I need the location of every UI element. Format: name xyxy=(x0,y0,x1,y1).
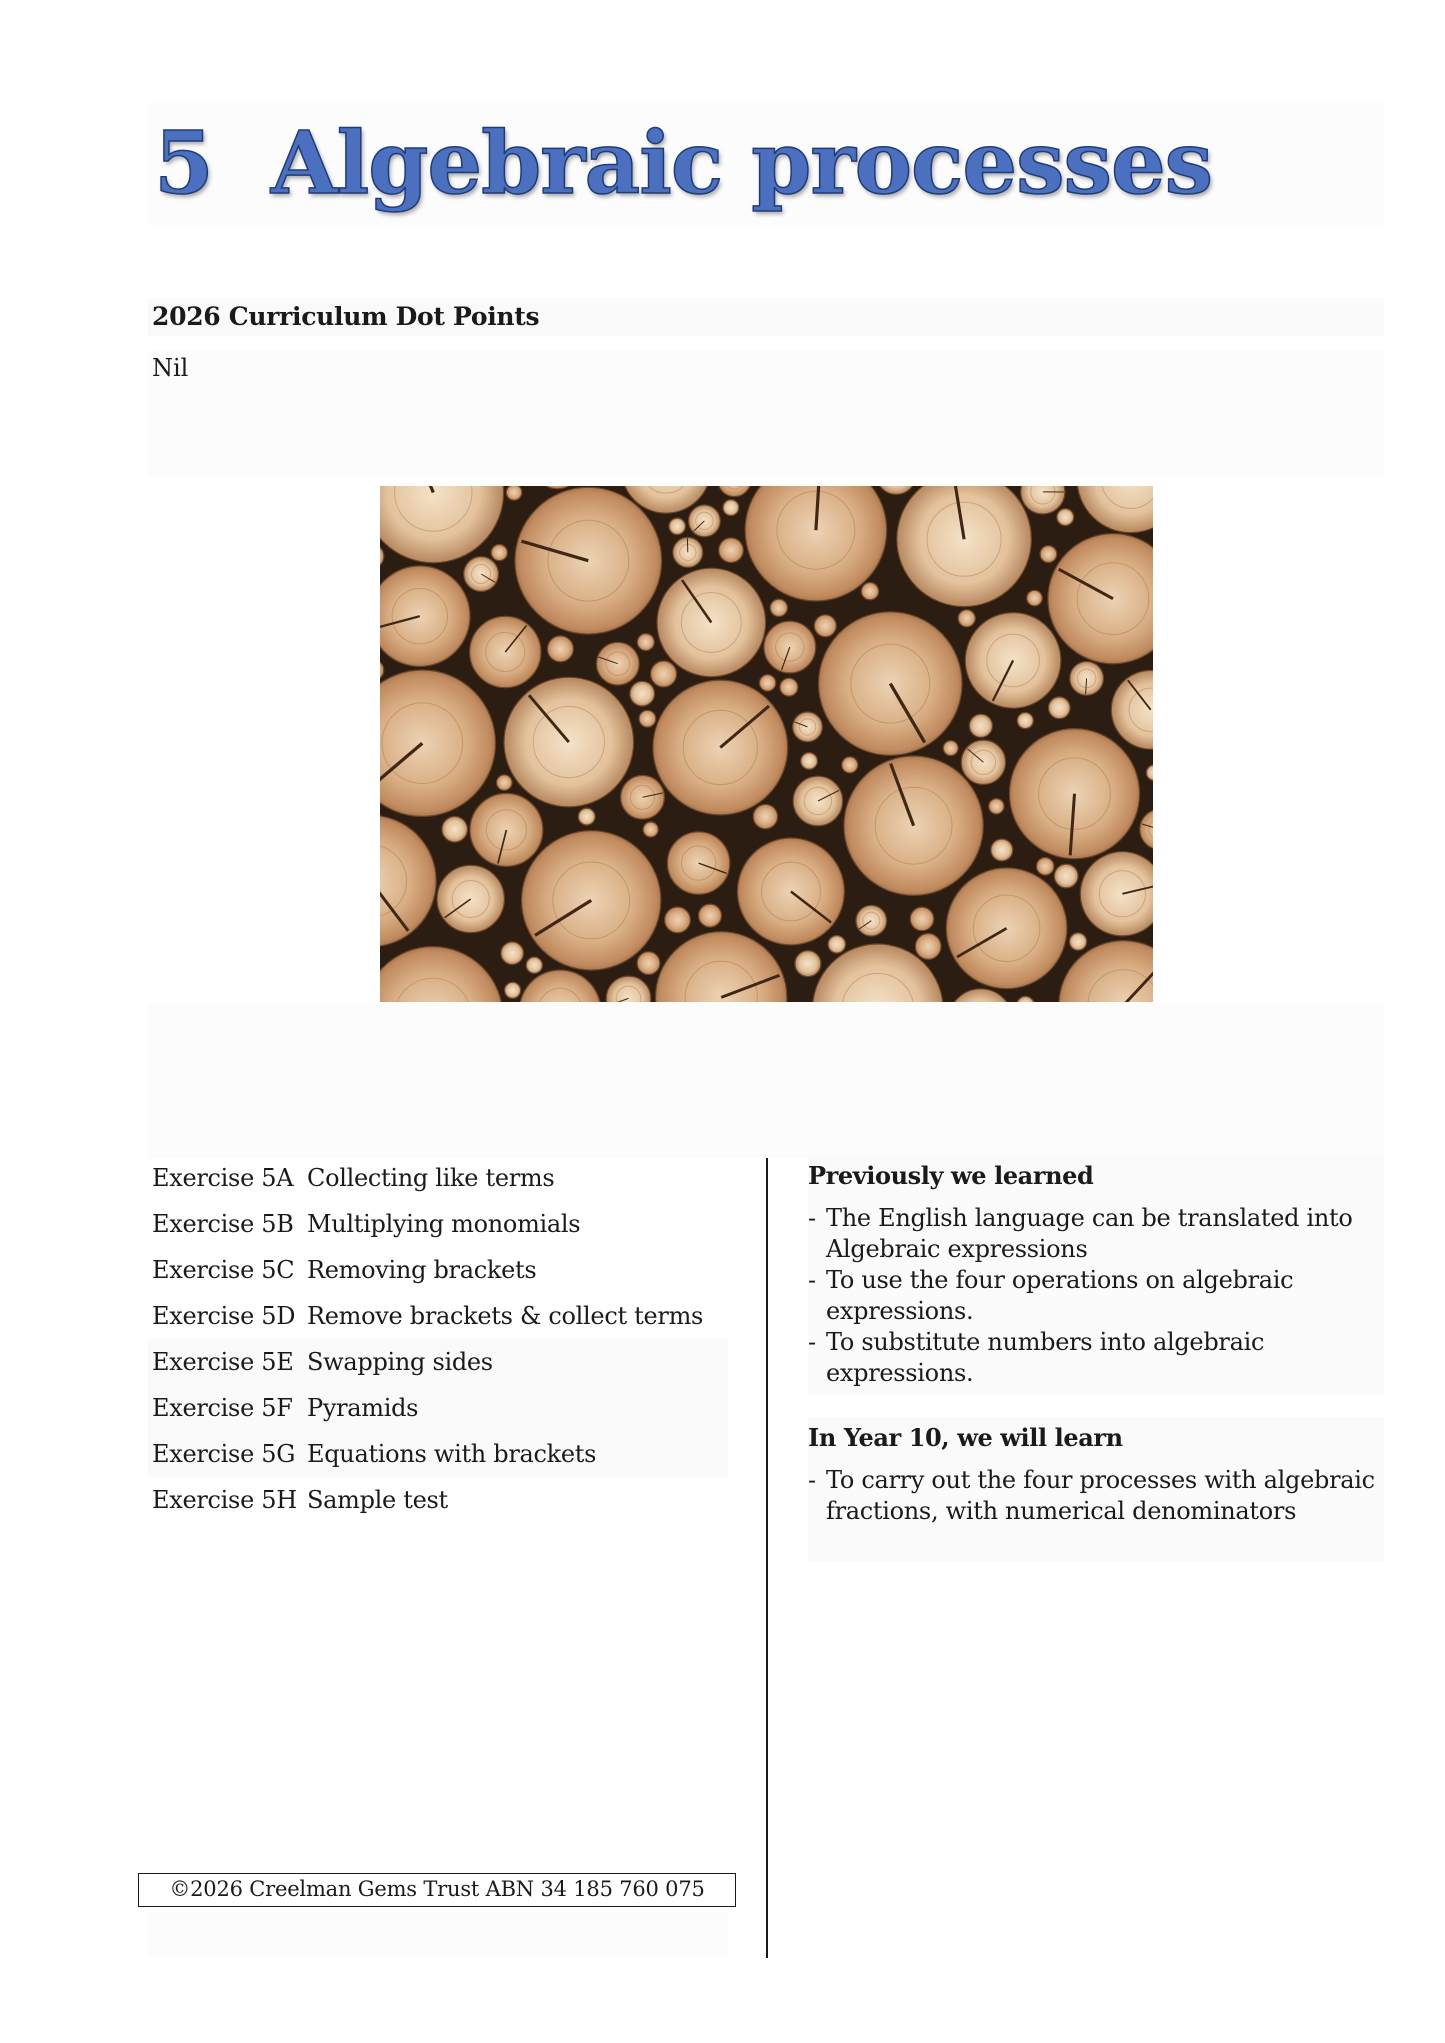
log-end xyxy=(665,907,691,933)
log-end xyxy=(801,753,818,770)
log-end xyxy=(501,942,524,965)
log-end xyxy=(753,804,777,828)
exercise-code: Exercise 5E xyxy=(152,1348,294,1376)
log-end xyxy=(1054,864,1078,888)
log-end xyxy=(699,904,722,927)
log-end xyxy=(504,677,634,807)
log-end xyxy=(943,741,958,756)
list-item: - The English language can be translated into Algebraic expressions xyxy=(808,1203,1384,1265)
log-end xyxy=(621,775,665,819)
year10-list xyxy=(808,1459,1384,1561)
log-end xyxy=(547,636,573,662)
log-end xyxy=(491,545,507,561)
exercise-row[interactable] xyxy=(148,1477,728,1523)
list-item: - To use the four operations on algebraic expressions. xyxy=(808,1265,1384,1327)
log-end xyxy=(639,710,656,727)
exercise-row[interactable] xyxy=(148,1155,728,1201)
log-end xyxy=(497,775,513,791)
log-end xyxy=(814,615,836,637)
logs-illustration xyxy=(380,486,1153,1002)
exercise-code: Exercise 5H xyxy=(152,1486,297,1514)
log-end xyxy=(1009,729,1139,859)
exercise-row[interactable] xyxy=(148,1201,728,1247)
log-end xyxy=(1070,662,1104,696)
log-end xyxy=(861,583,878,600)
exercise-code: Exercise 5G xyxy=(152,1440,296,1468)
exercise-code: Exercise 5C xyxy=(152,1256,295,1284)
log-end xyxy=(515,487,662,634)
log-end xyxy=(828,936,846,954)
log-end xyxy=(437,865,504,932)
log-end xyxy=(1057,509,1074,526)
list-item: - To carry out the four processes with algebraic fractions, with numerical denominators xyxy=(808,1465,1384,1527)
log-end xyxy=(795,951,821,977)
exercise-title: Removing brackets xyxy=(307,1256,537,1284)
log-end xyxy=(910,907,934,931)
log-end xyxy=(637,952,660,975)
log-end xyxy=(856,905,887,936)
log-end xyxy=(780,678,798,696)
log-end xyxy=(1040,546,1057,563)
curriculum-body-text: Nil xyxy=(152,354,189,382)
log-end xyxy=(764,621,816,673)
logs-photo xyxy=(380,486,1153,1002)
curriculum-heading: 2026 Curriculum Dot Points xyxy=(148,298,1384,336)
log-end xyxy=(470,616,541,687)
log-end xyxy=(915,934,941,960)
log-end xyxy=(651,661,677,687)
log-end xyxy=(719,538,744,563)
log-end xyxy=(1048,697,1070,719)
log-end xyxy=(737,838,844,945)
log-end xyxy=(842,757,858,773)
log-end xyxy=(819,612,963,756)
log-end xyxy=(464,557,499,592)
log-end xyxy=(505,982,521,998)
log-end xyxy=(844,756,983,895)
log-end xyxy=(1036,858,1054,876)
log-end xyxy=(946,868,1067,989)
log-end xyxy=(673,537,703,567)
chapter-title xyxy=(148,103,1384,225)
column-divider xyxy=(766,1158,768,1958)
learning-summary xyxy=(808,1155,1384,1561)
log-end xyxy=(657,568,766,677)
exercise-row[interactable] xyxy=(148,1293,728,1339)
log-end xyxy=(630,681,655,706)
log-end xyxy=(526,957,542,973)
chapter-number: 5 xyxy=(154,113,213,214)
log-end xyxy=(770,599,787,616)
log-end xyxy=(667,832,730,895)
log-end xyxy=(442,817,468,843)
log-end xyxy=(1069,933,1086,950)
exercise-row[interactable] xyxy=(148,1385,728,1431)
exercise-title: Collecting like terms xyxy=(307,1164,555,1192)
log-end xyxy=(689,505,721,537)
log-end xyxy=(506,486,522,500)
log-end xyxy=(793,712,823,742)
exercise-code: Exercise 5F xyxy=(152,1394,293,1422)
log-end xyxy=(965,613,1061,709)
exercise-title: Swapping sides xyxy=(307,1348,493,1376)
log-end xyxy=(961,740,1005,784)
log-end xyxy=(991,839,1013,861)
previously-list xyxy=(808,1197,1384,1395)
footer-shade xyxy=(148,1912,728,1957)
exercise-code: Exercise 5D xyxy=(152,1302,296,1330)
log-end xyxy=(653,680,788,815)
exercise-code: Exercise 5A xyxy=(152,1164,294,1192)
blank-area xyxy=(148,1003,1384,1158)
exercise-title: Pyramids xyxy=(307,1394,419,1422)
log-end xyxy=(643,822,658,837)
log-end xyxy=(958,610,975,627)
copyright-footer: ©2026 Creelman Gems Trust ABN 34 185 760 075 xyxy=(138,1873,736,1907)
log-end xyxy=(637,634,654,651)
previously-heading: Previously we learned xyxy=(808,1155,1384,1197)
exercise-code: Exercise 5B xyxy=(152,1210,294,1238)
exercise-title: Sample test xyxy=(307,1486,448,1514)
log-end xyxy=(1017,713,1033,729)
exercise-row[interactable] xyxy=(148,1247,728,1293)
exercise-list xyxy=(148,1155,728,1523)
log-end xyxy=(578,808,595,825)
log-end xyxy=(470,793,543,866)
exercise-title: Remove brackets & collect terms xyxy=(307,1302,704,1330)
curriculum-body xyxy=(148,350,1384,476)
year10-heading: In Year 10, we will learn xyxy=(808,1417,1384,1459)
log-end xyxy=(969,714,992,737)
log-end xyxy=(669,518,686,535)
log-end xyxy=(723,500,739,516)
exercise-row[interactable] xyxy=(148,1431,728,1477)
log-end xyxy=(989,799,1004,814)
log-end xyxy=(522,831,661,970)
log-end xyxy=(793,776,843,826)
chapter-title-text: Algebraic processes xyxy=(270,113,1213,214)
exercise-row[interactable] xyxy=(148,1339,728,1385)
log-end xyxy=(1027,590,1043,606)
log-end xyxy=(759,675,775,691)
exercise-title: Multiplying monomials xyxy=(307,1210,581,1238)
list-item: - To substitute numbers into algebraic expressions. xyxy=(808,1327,1384,1389)
log-end xyxy=(596,642,639,685)
exercise-title: Equations with brackets xyxy=(307,1440,597,1468)
